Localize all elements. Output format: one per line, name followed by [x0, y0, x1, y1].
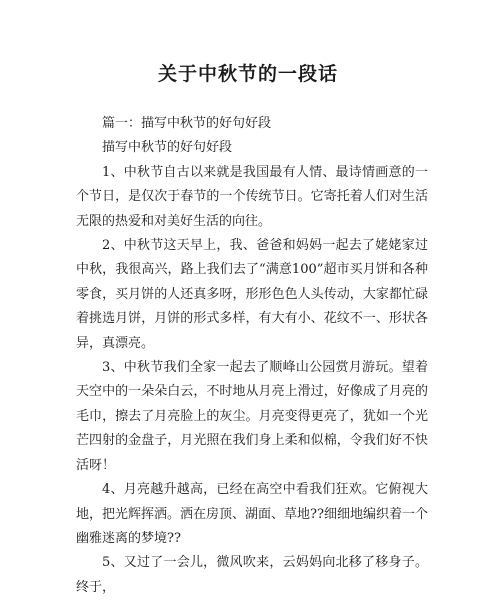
paragraph-4: 4、月亮越升越高，已经在高空中看我们狂欢。它俯视大地，把光辉挥洒。洒在房顶、湖面、草地??细细地编织着一个幽雅迷离的梦境?? [76, 482, 428, 546]
paragraph-3: 3、中秋节我们全家一起去了顺峰山公园赏月游玩。望着天空中的一朵朵白云，不时地从月亮上滑过，好像成了月亮的毛巾，擦去了月亮脸上的灰尘。月亮变得更亮了，犹如一个光芒四射的金盘子，月光照在我们身上柔和似棉，令我们好不快活呀！ [76, 360, 428, 473]
subheading: 描写中秋节的好句好段 [102, 140, 233, 156]
paragraph-2: 2、中秋节这天早上，我、爸爸和妈妈一起去了姥姥家过中秋，我很高兴，路上我们去了“满意100”超市买月饼和各种零食，买月饼的人还真多呀，形形色色人头传动，大家都忙碌着挑选月饼，月饼的形式多样，有大有小、花纹不一、形状各异，真漂亮。 [76, 238, 428, 351]
document-title: 关于中秋节的一段话 [157, 63, 338, 85]
paragraph-5: 5、又过了一会儿，微风吹来，云妈妈向北移了移身子。终于， [76, 555, 428, 595]
section-heading: 篇一：描写中秋节的好句好段 [102, 116, 272, 131]
paragraph-1: 1、中秋节自古以来就是我国最有人情、最诗情画意的一个节日，是仅次于春节的一个传统节日。它寄托着人们对生活无限的热爱和对美好生活的向往。 [76, 164, 428, 229]
document-body [76, 112, 428, 600]
